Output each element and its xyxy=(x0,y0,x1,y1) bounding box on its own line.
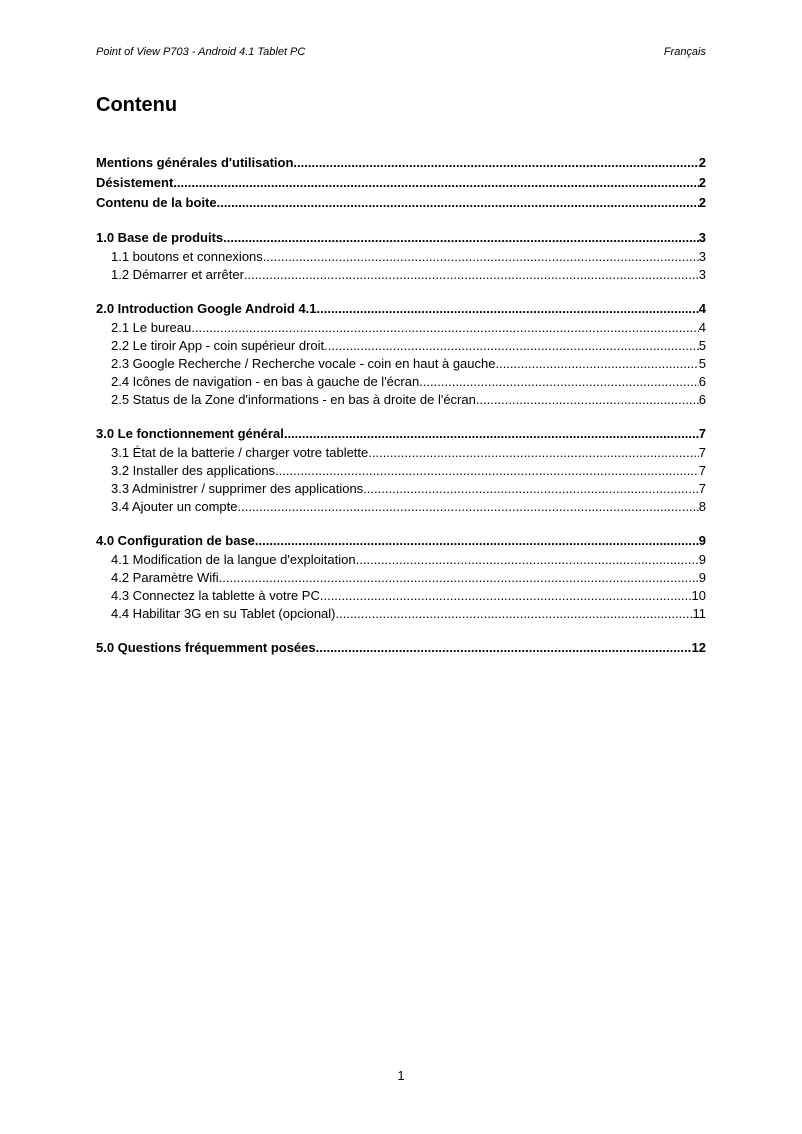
toc-entry-label: 4.2 Paramètre Wifi xyxy=(111,570,219,585)
toc-section-entry[interactable] xyxy=(96,638,706,658)
toc-group-spacer xyxy=(96,284,706,299)
toc-entry-page-number: 12 xyxy=(691,640,706,655)
toc-dot-leader xyxy=(324,337,699,355)
toc-subsection-entry[interactable] xyxy=(96,391,706,409)
toc-entry-page-number: 5 xyxy=(698,338,706,353)
toc-entry-label: 3.1 État de la batterie / charger votre tablette xyxy=(111,445,369,460)
toc-dot-leader xyxy=(191,319,699,337)
toc-section-entry[interactable] xyxy=(96,153,706,173)
toc-subsection-entry[interactable] xyxy=(96,587,706,605)
toc-group xyxy=(96,153,706,213)
toc-entry-label: 2.2 Le tiroir App - coin supérieur droit xyxy=(111,338,325,353)
toc-entry-label: 1.2 Démarrer et arrêter xyxy=(111,267,244,282)
page-title: Contenu xyxy=(96,94,178,116)
toc-entry-label: 3.0 Le fonctionnement général xyxy=(96,426,284,441)
toc-entry-page-number: 2 xyxy=(698,155,706,170)
toc-entry-page-number: 3 xyxy=(698,267,706,282)
toc-entry-label: Désistement xyxy=(96,175,174,190)
toc-subsection-entry[interactable] xyxy=(96,569,706,587)
toc-dot-leader xyxy=(237,498,698,516)
toc-entry-label: Contenu de la boite xyxy=(96,195,217,210)
toc-entry-label: 3.4 Ajouter un compte xyxy=(111,499,238,514)
toc-group-spacer xyxy=(96,623,706,638)
toc-group xyxy=(96,424,706,516)
toc-entry-page-number: 7 xyxy=(698,481,706,496)
toc-entry-label: 4.1 Modification de la langue d'exploitation xyxy=(111,552,356,567)
toc-group-spacer xyxy=(96,409,706,424)
toc-subsection-entry[interactable] xyxy=(96,337,706,355)
toc-dot-leader xyxy=(356,551,699,569)
toc-subsection-entry[interactable] xyxy=(96,462,706,480)
toc-section-entry[interactable] xyxy=(96,193,706,213)
toc-section-entry[interactable] xyxy=(96,173,706,193)
toc-entry-label: 3.3 Administrer / supprimer des applications xyxy=(111,481,364,496)
toc-dot-leader xyxy=(219,569,699,587)
toc-entry-page-number: 4 xyxy=(698,301,706,316)
toc-entry-page-number: 5 xyxy=(698,356,706,371)
toc-dot-leader xyxy=(476,391,699,409)
toc-entry-page-number: 3 xyxy=(698,230,706,245)
toc-entry-label: 2.4 Icônes de navigation - en bas à gauche de l'écran xyxy=(111,374,420,389)
toc-dot-leader xyxy=(275,462,699,480)
toc-subsection-entry[interactable] xyxy=(96,355,706,373)
toc-subsection-entry[interactable] xyxy=(96,551,706,569)
toc-entry-page-number: 7 xyxy=(698,445,706,460)
toc-entry-page-number: 7 xyxy=(698,426,706,441)
toc-section-entry[interactable] xyxy=(96,424,706,444)
toc-group xyxy=(96,228,706,284)
toc-dot-leader xyxy=(336,605,693,623)
toc-group xyxy=(96,638,706,658)
toc-entry-page-number: 9 xyxy=(698,570,706,585)
toc-entry-label: 4.0 Configuration de base xyxy=(96,533,255,548)
table-of-contents xyxy=(96,153,706,658)
toc-group-spacer xyxy=(96,516,706,531)
toc-entry-page-number: 9 xyxy=(698,552,706,567)
toc-entry-label: 2.1 Le bureau xyxy=(111,320,192,335)
toc-entry-page-number: 11 xyxy=(692,606,706,621)
toc-section-entry[interactable] xyxy=(96,531,706,551)
toc-entry-page-number: 2 xyxy=(698,175,706,190)
toc-entry-page-number: 10 xyxy=(691,588,706,603)
toc-subsection-entry[interactable] xyxy=(96,498,706,516)
toc-section-entry[interactable] xyxy=(96,228,706,248)
toc-subsection-entry[interactable] xyxy=(96,373,706,391)
toc-dot-leader xyxy=(217,193,699,213)
toc-dot-leader xyxy=(363,480,699,498)
toc-dot-leader xyxy=(244,266,699,284)
toc-dot-leader xyxy=(368,444,699,462)
toc-entry-label: 1.1 boutons et connexions xyxy=(111,249,263,264)
toc-dot-leader xyxy=(317,299,699,319)
toc-entry-page-number: 6 xyxy=(698,392,706,407)
toc-entry-label: Mentions générales d'utilisation xyxy=(96,155,294,170)
page-number: 1 xyxy=(397,1068,405,1083)
toc-entry-label: 3.2 Installer des applications xyxy=(111,463,276,478)
toc-section-entry[interactable] xyxy=(96,299,706,319)
toc-entry-page-number: 8 xyxy=(698,499,706,514)
toc-entry-label: 2.3 Google Recherche / Recherche vocale - coin en haut à gauche xyxy=(111,356,496,371)
toc-dot-leader xyxy=(419,373,699,391)
toc-dot-leader xyxy=(316,638,692,658)
toc-entry-page-number: 9 xyxy=(698,533,706,548)
toc-dot-leader xyxy=(223,228,699,248)
toc-dot-leader xyxy=(255,531,699,551)
toc-subsection-entry[interactable] xyxy=(96,248,706,266)
toc-dot-leader xyxy=(263,248,699,266)
toc-entry-label: 1.0 Base de produits xyxy=(96,230,224,245)
toc-entry-label: 4.4 Habilitar 3G en su Tablet (opcional) xyxy=(111,606,336,621)
header-language: Français xyxy=(663,46,706,58)
toc-group xyxy=(96,299,706,409)
page-header xyxy=(96,46,706,62)
toc-entry-label: 5.0 Questions fréquemment posées xyxy=(96,640,316,655)
toc-entry-label: 4.3 Connectez la tablette à votre PC xyxy=(111,588,320,603)
toc-dot-leader xyxy=(320,587,692,605)
toc-subsection-entry[interactable] xyxy=(96,480,706,498)
toc-subsection-entry[interactable] xyxy=(96,605,706,623)
toc-dot-leader xyxy=(293,153,698,173)
toc-dot-leader xyxy=(173,173,698,193)
toc-group-spacer xyxy=(96,213,706,228)
toc-entry-page-number: 6 xyxy=(698,374,706,389)
toc-dot-leader xyxy=(284,424,699,444)
header-document-title: Point of View P703 - Android 4.1 Tablet PC xyxy=(96,46,306,58)
toc-entry-page-number: 2 xyxy=(698,195,706,210)
toc-entry-page-number: 3 xyxy=(698,249,706,264)
toc-entry-page-number: 7 xyxy=(698,463,706,478)
toc-entry-label: 2.0 Introduction Google Android 4.1 xyxy=(96,301,317,316)
toc-entry-page-number: 4 xyxy=(698,320,706,335)
toc-group xyxy=(96,531,706,623)
toc-subsection-entry[interactable] xyxy=(96,444,706,462)
toc-entry-label: 2.5 Status de la Zone d'informations - en bas à droite de l'écran xyxy=(111,392,476,407)
toc-dot-leader xyxy=(495,355,698,373)
toc-subsection-entry[interactable] xyxy=(96,319,706,337)
toc-subsection-entry[interactable] xyxy=(96,266,706,284)
